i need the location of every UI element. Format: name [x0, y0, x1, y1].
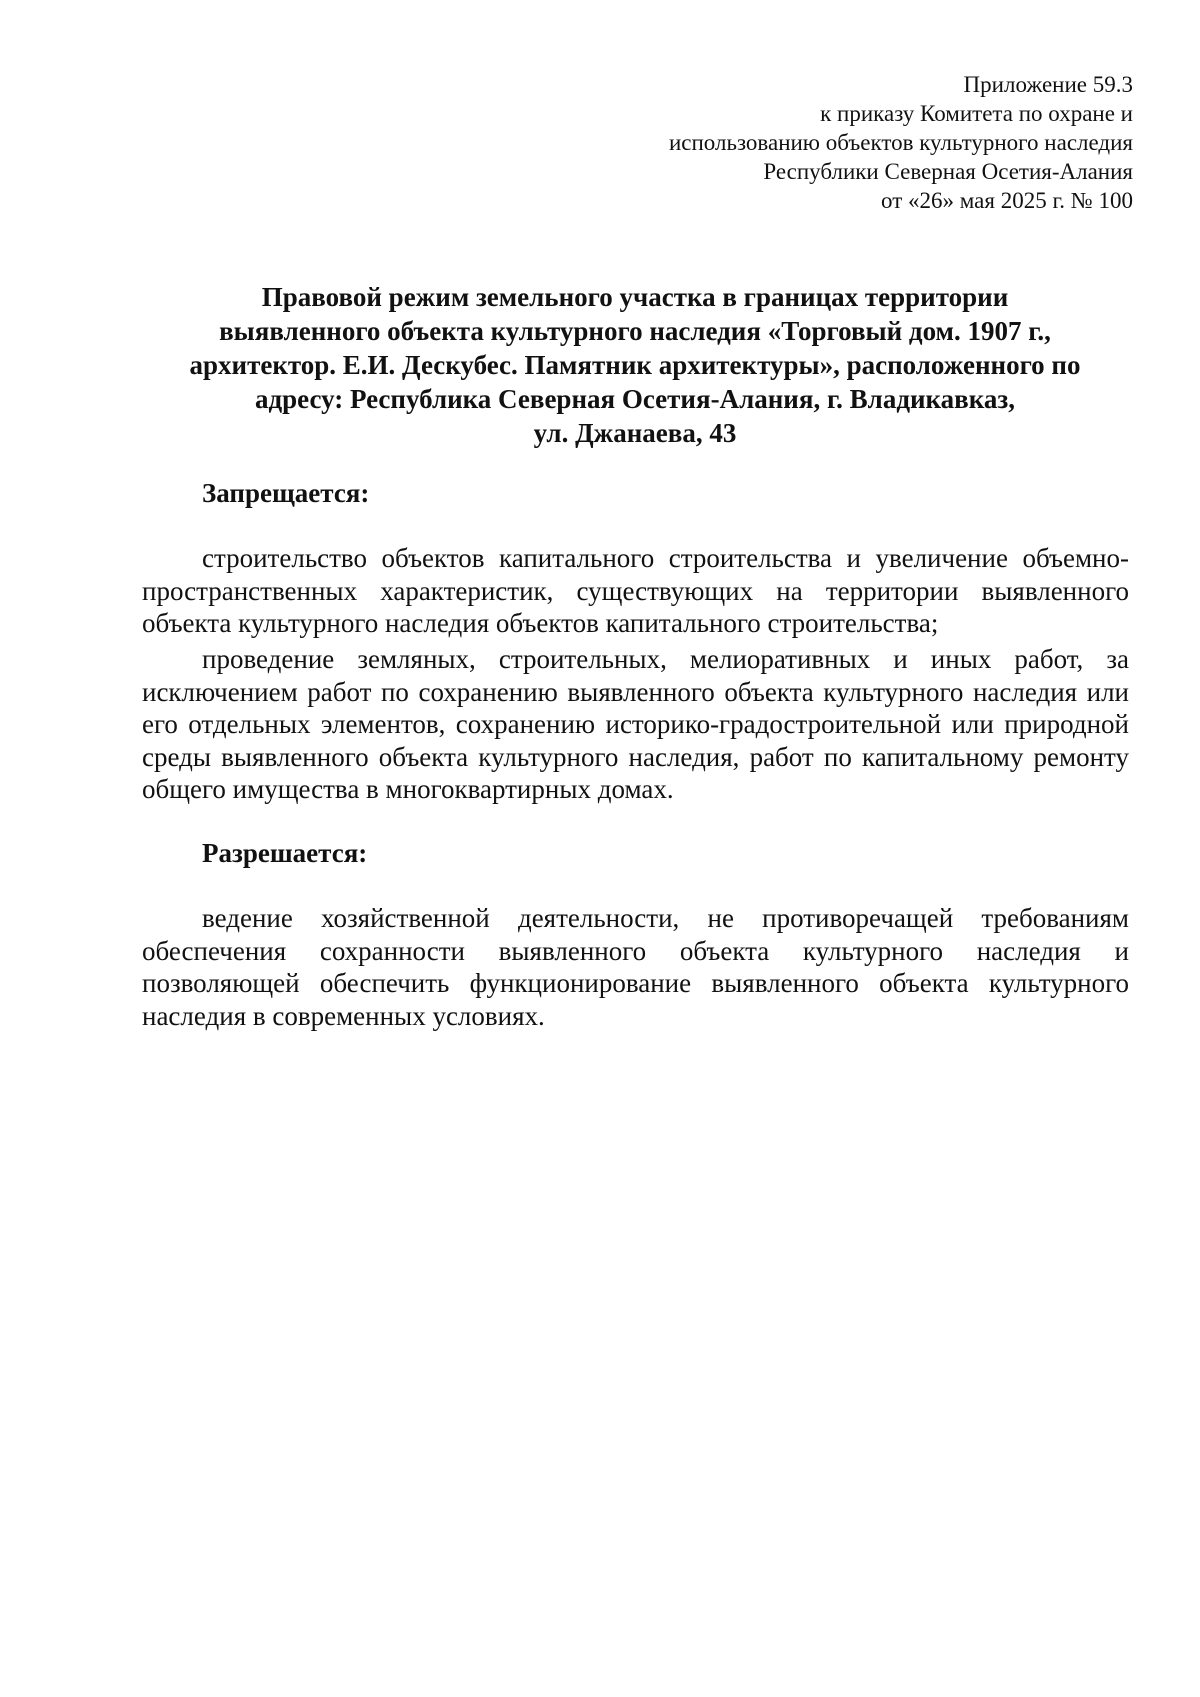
title-line: выявленного объекта культурного наследия «Торговый дом. 1907 г.,	[219, 316, 1051, 346]
title-line: ул. Джанаева, 43	[533, 418, 737, 448]
appendix-republic-line: Республики Северная Осетия-Алания	[763, 159, 1133, 184]
appendix-committee-line: использованию объектов культурного наследия	[668, 130, 1133, 155]
appendix-header	[533, 70, 1133, 215]
document-title	[140, 280, 1130, 450]
allowed-heading: Разрешается:	[202, 838, 368, 868]
title-line: адресу: Республика Северная Осетия-Алания, г. Владикавказ,	[254, 384, 1016, 414]
title-line: Правовой режим земельного участка в границах территории	[261, 282, 1009, 312]
prohibited-heading: Запрещается:	[202, 478, 370, 508]
allowed-paragraph: ведение хозяйственной деятельности, не противоречащей требованиям обеспечения сохранности выявленного объекта культурного наследия и позволяющей обеспечить функционирование выявленного объекта культурного наследия в современных условиях.	[142, 903, 1129, 1031]
title-line: архитектор. Е.И. Дескубес. Памятник архитектуры», расположенного по	[189, 350, 1081, 380]
prohibited-paragraph: проведение земляных, строительных, мелиоративных и иных работ, за исключением работ по сохранению выявленного объекта культурного наследия или его отдельных элементов, сохранению историко-градостроительной или природной среды выявленного объекта культурного наследия, работ по капитальному ремонту общего имущества в многоквартирных домах.	[142, 644, 1129, 804]
appendix-order-line: к приказу Комитета по охране и	[820, 101, 1133, 126]
appendix-number: Приложение 59.3	[963, 72, 1133, 97]
appendix-date-line: от «26» мая 2025 г. № 100	[881, 188, 1133, 213]
prohibited-paragraph: строительство объектов капитального строительства и увеличение объемно-пространственных характеристик, существующих на территории выявленного объекта культурного наследия объектов капитального строительства;	[142, 543, 1129, 638]
